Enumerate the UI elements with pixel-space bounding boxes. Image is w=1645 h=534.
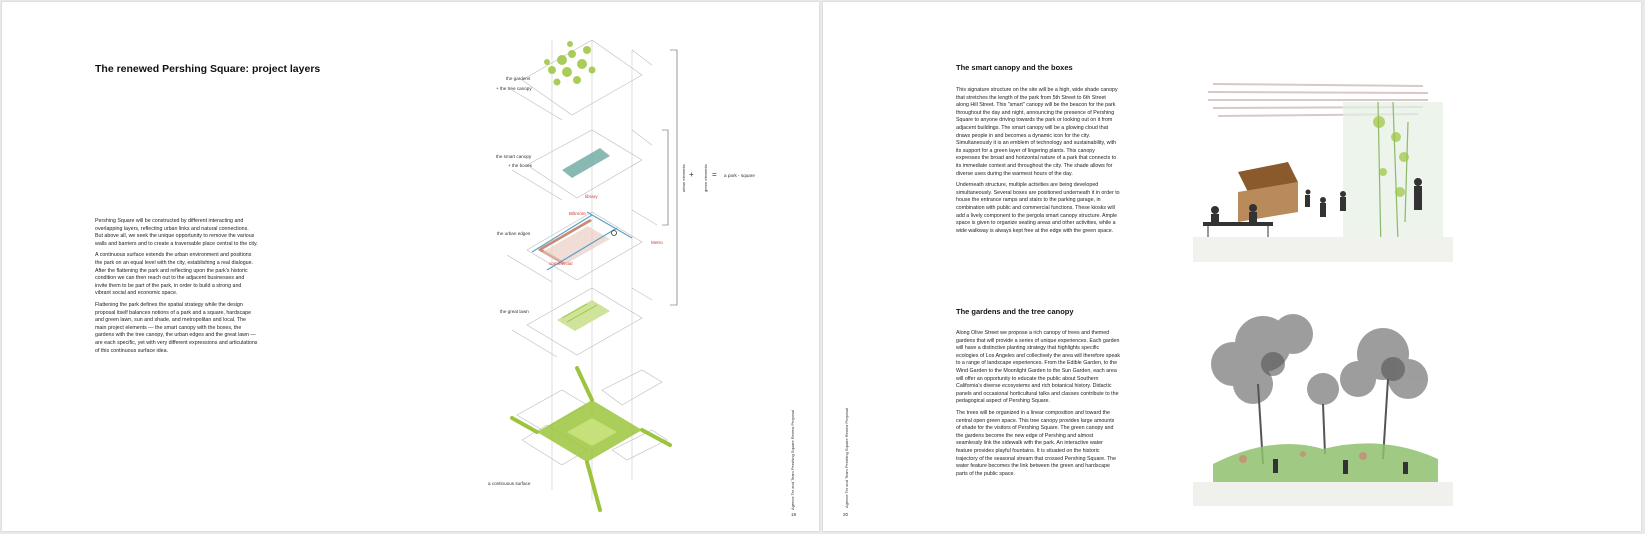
plus-sign: + (689, 170, 694, 179)
left-page (2, 2, 819, 531)
right-page (823, 2, 1641, 531)
paragraph: Along Olive Street we propose a rich canopy of trees and themed gardens that will provide a series of unique experiences. Each garden will have a distinctive planting strategy that highlights specific ecologies of Los Angeles and collectively the area will therefore speak to a range of landscape experiences. From the Edible Garden, to the Wind Garden to the Moonlight Garden to the Sun Garden, each area will offer an opportunity to educate the public about Southern California's diverse ecosystems and rich botanical history. Didactic panels and occasional horticultural talks and classes contribute to the pedagogical aspect of Pershing Square. (956, 330, 1121, 405)
label-library: library (585, 194, 598, 199)
gardens-illustration (1193, 294, 1453, 506)
label-park-square: a park - square (724, 173, 755, 178)
label-metro: Metro (651, 240, 663, 245)
page-number: 19 (791, 512, 797, 517)
paragraph: Flattening the park defines the spatial strategy while the design proposal itself balances notions of a park and a square, hardscape and green lawn, sun and shade, and metropolitan and local. The main project elements — the smart canopy with the boxes, the gardens with the tree canopy, the urban edges and the great lawn — are each specific, yet with very different expressions and articulations of this continuous surface idea. (95, 301, 258, 354)
paragraph: This signature structure on the site will be a high, wide shade canopy that stretches the length of the park from 5th Street to 6th Street along Hill Street. This "smart" canopy will be the beacon for the park throughout the day and night, announcing the presence of Pershing Square to anyone driving towards the park or looking out on it from adjacent buildings. The smart canopy will be a glowing cloud that draws people in and becomes a dynamic icon for the city. Simultaneously it is an emblem of technology and sustainability, with its support for a green layer of lingering plants. This canopy expresses the broad and horizontal nature of a park that connects to its immediate context and throughout the city. The shade allows for diverse uses during the warmest hours of the day. (956, 87, 1118, 177)
label-urban-edges: the urban edges (497, 231, 531, 236)
page-number: 20 (843, 512, 849, 517)
intro-text (95, 218, 258, 359)
smart-canopy-shape (562, 148, 610, 178)
paragraph: Pershing Square will be constructed by different interacting and overlapping layers, reflecting urban links and natural connections. But above all, we seek the unique opportunity to remove the various walls and barriers and to create a traversable place central to the city. (95, 218, 258, 247)
label-gardens: the gardens (506, 76, 531, 81)
great-lawn-shape (557, 300, 610, 331)
label-great-lawn: the great lawn (500, 309, 529, 314)
label-tree-canopy: + the tree canopy (496, 86, 532, 91)
page-title: The renewed Pershing Square: project layers (95, 63, 321, 75)
label-biltmore: Biltmore (569, 211, 586, 216)
paragraph: Underneath structure, multiple activities are being developed simultaneously. Several boxes are positioned underneath it in order to house the entrance ramps and stairs to the parking garage, in combination with public and commercial functions. These kiosks will add a lively component to the pergola smart canopy structure. Ample space is given to organize seating areas and other activities, while a wide walkway is always kept free at the edge with the green space. (956, 182, 1120, 234)
gardens-layer (512, 40, 652, 120)
layer-diagram (492, 20, 682, 525)
paragraph: A continuous surface extends the urban environment and positions the park on an equal level with the city, establishing a real dialogue. After the flattening the park and reflecting upon the park's historic condition we can then reach out to the adjacent businesses and invite them to be part of the park, in order to build a strong and vibrant social and economic space. (95, 252, 254, 297)
label-urban-elements: urban elements (681, 164, 686, 192)
label-continuous-surface: a continuous surface (488, 481, 531, 486)
label-boxes: + the boxes (508, 163, 532, 168)
page-footer: Agence Ter and Team Pershing Square Renew Proposal (790, 409, 795, 510)
label-green-elements: green elements (703, 164, 708, 192)
section-text-smart-canopy (956, 87, 1120, 239)
section-title-smart-canopy: The smart canopy and the boxes (956, 63, 1073, 72)
equals-sign: = (712, 170, 717, 179)
section-title-gardens: The gardens and the tree canopy (956, 307, 1074, 316)
paragraph: The trees will be organized in a linear composition and toward the central open green space. This tree canopy provides large amounts of shade for the visitors of Pershing Square. The green canopy and the gardens become the new edge of Pershing and almost seamlessly link the sidewalk with the park. An interactive water feature provides playful fountains. It is situated on the historic trajectory of the seasonal stream that crossed Pershing Square. The water feature becomes the link between the green and hardscape parts of the public space. (956, 409, 1117, 477)
metro-marker (612, 231, 617, 236)
label-smart-canopy: the smart canopy (496, 154, 532, 159)
page-footer: Agence Ter and Team Pershing Square Renew Proposal (844, 407, 849, 508)
smart-canopy-illustration (1193, 62, 1453, 262)
label-commercial: commercial (549, 261, 573, 266)
section-text-gardens (956, 330, 1120, 482)
